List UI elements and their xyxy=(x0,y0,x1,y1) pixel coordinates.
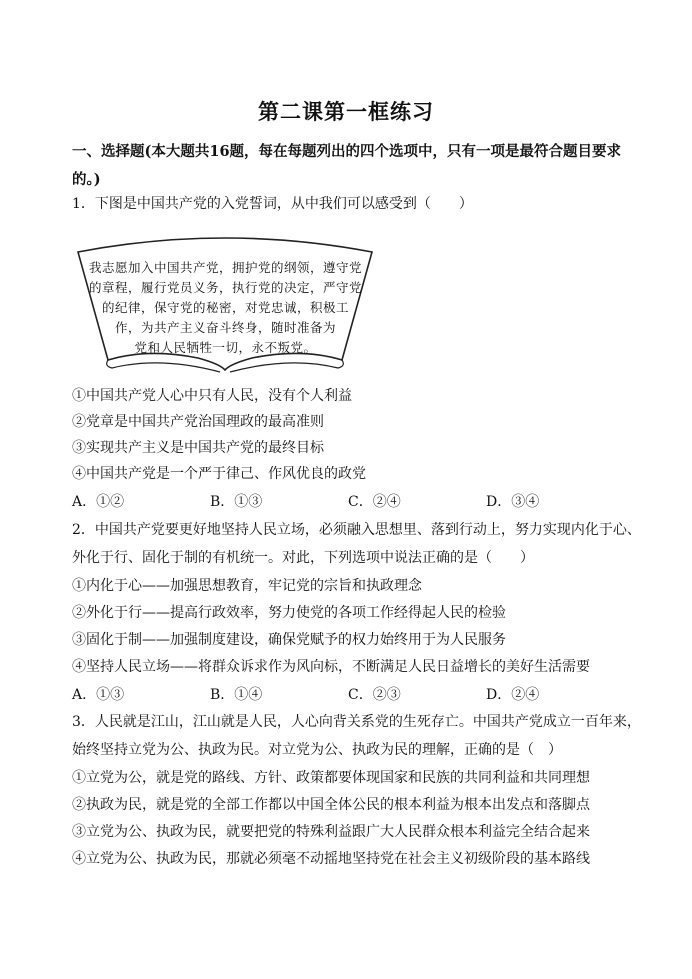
q2-stem-line-1: 2．中国共产党要更好地坚持人民立场，必须融入思想里、落到行动上，努力实现内化于心、 xyxy=(72,522,641,538)
q3-statement-2: ②执政为民，就是党的全部工作都以中国全体公民的根本利益为根本出发点和落脚点 xyxy=(72,797,590,813)
q3-statement-3: ③立党为公、执政为民，就要把党的特殊利益跟广大人民群众根本利益完全结合起来 xyxy=(72,824,590,840)
q3-statement-4: ④立党为公、执政为民，那就必须毫不动摇地坚持党在社会主义初级阶段的基本路线 xyxy=(72,851,590,867)
oath-image xyxy=(70,230,380,375)
oath-line-1: 我志愿加入中国共产党，拥护党的纲领，遵守党 xyxy=(88,260,362,275)
q1-option-b: B．①③ xyxy=(210,494,263,510)
q1-statement-3: ③实现共产主义是中国共产党的最终目标 xyxy=(72,440,324,456)
oath-line-3: 的纪律，保守党的秘密，对党忠诚，积极工 xyxy=(101,300,349,315)
q2-stem-line-2: 外化于行、固化于制的有机统一。对此，下列选项中说法正确的是（ ） xyxy=(72,550,534,566)
section-heading-line-1: 一、选择题(本大题共16题，每在每题列出的四个选项中，只有一项是最符合题目要求 xyxy=(72,143,622,160)
oath-line-5: 党和人民牺牲一切，永不叛党。 xyxy=(134,340,317,355)
q3-stem-line-1: 3．人民就是江山，江山就是人民，人心向背关系党的生死存亡。中国共产党成立一百年来， xyxy=(72,714,641,730)
q2-option-c: C．②③ xyxy=(348,687,401,703)
section-heading xyxy=(72,138,632,194)
q2-statement-3: ③固化于制——加强制度建设，确保党赋予的权力始终用于为人民服务 xyxy=(72,632,506,648)
q1-stem: 1．下图是中国共产党的入党誓词，从中我们可以感受到（ ） xyxy=(72,196,473,212)
q1-option-c: C．②④ xyxy=(348,494,401,510)
q2-option-b: B．①④ xyxy=(210,687,263,703)
q3-statement-1: ①立党为公，就是党的路线、方针、政策都要体现国家和民族的共同利益和共同理想 xyxy=(72,770,590,786)
oath-line-4: 作，为共产主义奋斗终身，随时准备为 xyxy=(114,320,336,335)
q2-statement-2: ②外化于行——提高行政效率，努力使党的各项工作经得起人民的检验 xyxy=(72,605,506,621)
q2-statement-4: ④坚持人民立场——将群众诉求作为风向标，不断满足人民日益增长的美好生活需要 xyxy=(72,659,590,675)
q2-option-a: A．①③ xyxy=(72,687,125,703)
q1-option-d: D．③④ xyxy=(486,494,540,510)
q2-statement-1: ①内化于心——加强思想教育，牢记党的宗旨和执政理念 xyxy=(72,578,422,594)
q3-stem-line-2: 始终坚持立党为公、执政为民。对立党为公、执政为民的理解，正确的是（ ） xyxy=(72,742,562,758)
q1-statement-1: ①中国共产党人心中只有人民，没有个人利益 xyxy=(72,388,352,404)
page-title: 第二课第一框练习 xyxy=(258,99,434,124)
q1-statement-4: ④中国共产党是一个严于律己、作风优良的政党 xyxy=(72,466,366,482)
q1-statement-2: ②党章是中国共产党治国理政的最高准则 xyxy=(72,414,324,430)
q2-option-d: D．②④ xyxy=(486,687,540,703)
oath-line-2: 的章程，履行党员义务，执行党的决定，严守党 xyxy=(88,280,362,295)
q1-option-a: A．①② xyxy=(72,494,125,510)
section-heading-line-2: 的。) xyxy=(72,171,101,188)
oath-text xyxy=(88,258,363,358)
